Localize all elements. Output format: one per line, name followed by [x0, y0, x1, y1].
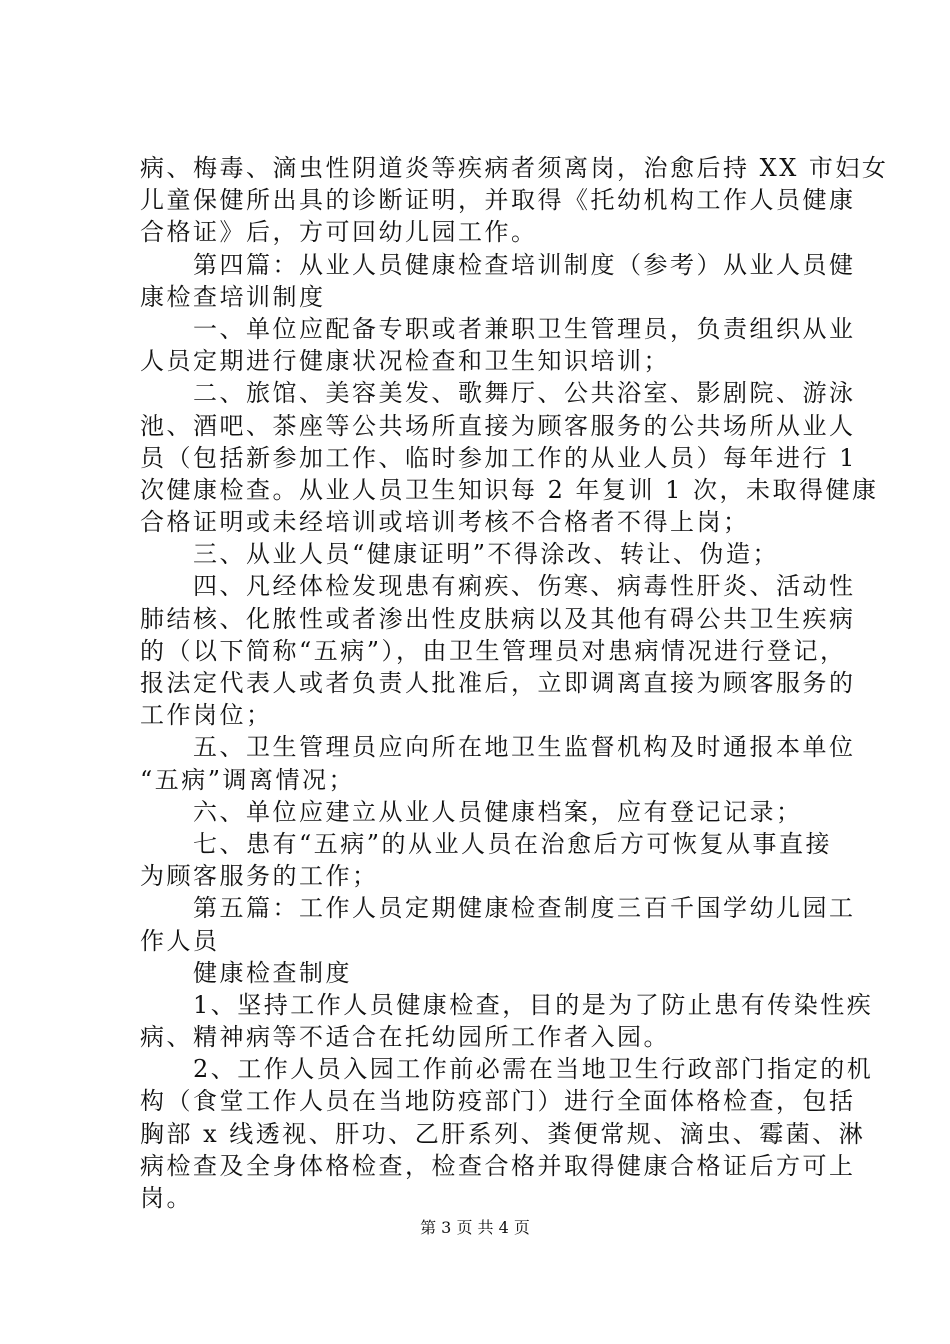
text-line: 为顾客服务的工作； — [140, 862, 379, 891]
text-line: 胸部 x 线透视、肝功、乙肝系列、粪便常规、滴虫、霉菌、淋 — [140, 1119, 866, 1148]
text-line: “五病”调离情况； — [140, 765, 356, 794]
text-line: 三、从业人员“健康证明”不得涂改、转让、伪造； — [140, 540, 780, 569]
text-line: 的（以下简称“五病”），由卫生管理员对患病情况进行登记， — [140, 636, 847, 665]
text-line: 五、卫生管理员应向所在地卫生监督机构及时通报本单位 — [140, 733, 856, 762]
text-line: 2、工作人员入园工作前必需在当地卫生行政部门指定的机 — [140, 1055, 874, 1084]
text-line: 七、患有“五病”的从业人员在治愈后方可恢复从事直接 — [140, 829, 833, 858]
text-line: 病检查及全身体格检查，检查合格并取得健康合格证后方可上 — [140, 1151, 856, 1180]
text-line: 康检查培训制度 — [140, 282, 326, 311]
document-body — [140, 152, 889, 1214]
text-line: 肺结核、化脓性或者渗出性皮肤病以及其他有碍公共卫生疾病 — [140, 604, 856, 633]
page-number: 第 3 页 共 4 页 — [420, 1218, 530, 1237]
text-line: 二、旅馆、美容美发、歌舞厅、公共浴室、影剧院、游泳 — [140, 379, 856, 408]
text-line: 一、单位应配备专职或者兼职卫生管理员，负责组织从业 — [140, 314, 856, 343]
text-line: 池、酒吧、茶座等公共场所直接为顾客服务的公共场所从业人 — [140, 411, 856, 440]
text-line: 第五篇：工作人员定期健康检查制度三百千国学幼儿园工 — [140, 894, 856, 923]
text-line: 构（食堂工作人员在当地防疫部门）进行全面体格检查，包括 — [140, 1087, 856, 1116]
text-line: 人员定期进行健康状况检查和卫生知识培训； — [140, 347, 670, 376]
text-line: 员（包括新参加工作、临时参加工作的从业人员）每年进行 1 — [140, 443, 857, 472]
text-line: 病、梅毒、滴虫性阴道炎等疾病者须离岗，治愈后持 XX 市妇女 — [140, 154, 889, 182]
page-footer — [0, 1218, 950, 1238]
text-line: 第四篇：从业人员健康检查培训制度（参考）从业人员健 — [140, 250, 856, 279]
text-line: 儿童保健所出具的诊断证明，并取得《托幼机构工作人员健康 — [140, 186, 856, 215]
text-line: 合格证》后，方可回幼儿园工作。 — [140, 218, 538, 247]
text-line: 报法定代表人或者负责人批准后，立即调离直接为顾客服务的 — [140, 669, 856, 697]
text-line: 六、单位应建立从业人员健康档案，应有登记记录； — [140, 797, 803, 826]
text-line: 作人员 — [140, 926, 220, 955]
text-line: 健康检查制度 — [140, 958, 352, 987]
text-line: 病、精神病等不适合在托幼园所工作者入园。 — [140, 1023, 670, 1052]
text-line: 四、凡经体检发现患有痢疾、伤寒、病毒性肝炎、活动性 — [140, 572, 856, 601]
text-line: 1、坚持工作人员健康检查，目的是为了防止患有传染性疾 — [140, 990, 874, 1019]
text-line: 岗。 — [140, 1184, 193, 1212]
text-line: 次健康检查。从业人员卫生知识每 2 年复训 1 次，未取得健康 — [140, 475, 879, 504]
text-line: 合格证明或未经培训或培训考核不合格者不得上岗； — [140, 508, 750, 537]
text-line: 工作岗位； — [140, 701, 273, 730]
